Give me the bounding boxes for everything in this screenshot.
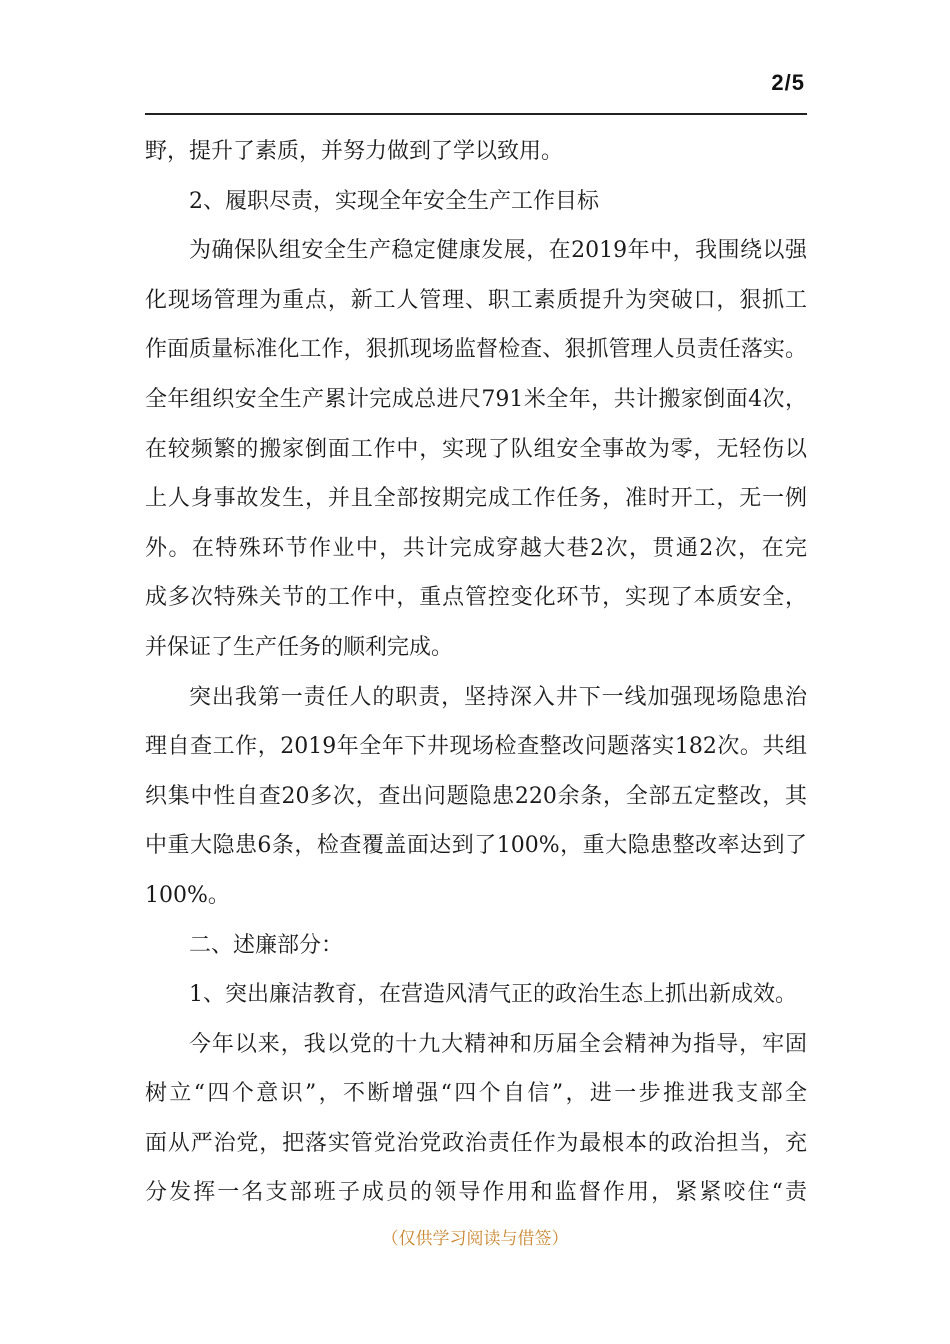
subsection-heading: 1、突出廉洁教育，在营造风清气正的政治生态上抓出新成效。 bbox=[189, 982, 797, 1008]
paragraph-line: 理自查工作，2019年全年下井现场检查整改问题落实182次。共组 bbox=[145, 734, 807, 760]
paragraph-line: 织集中性自查20多次，查出问题隐患220余条，全部五定整改，其 bbox=[145, 783, 807, 809]
page-number: 2/5 bbox=[771, 70, 805, 95]
paragraph-line: 在较频繁的搬家倒面工作中，实现了队组安全事故为零，无轻伤以 bbox=[145, 436, 807, 462]
header-divider bbox=[145, 113, 807, 115]
section-heading: 2、履职尽责，实现全年安全生产工作目标 bbox=[189, 188, 599, 214]
paragraph-line: 今年以来，我以党的十九大精神和历届全会精神为指导，牢固 bbox=[189, 1031, 807, 1057]
paragraph-line: 外。在特殊环节作业中，共计完成穿越大巷2次，贯通2次，在完 bbox=[145, 535, 807, 561]
paragraph-line: 全年组织安全生产累计完成总进尺791米全年，共计搬家倒面4次， bbox=[145, 386, 807, 412]
section-heading: 二、述廉部分： bbox=[189, 932, 344, 958]
footer-note: （仅供学习阅读与借签） bbox=[381, 1229, 569, 1249]
paragraph-line: 野，提升了素质，并努力做到了学以致用。 bbox=[145, 139, 564, 164]
paragraph-line: 上人身事故发生，并且全部按期完成工作任务，准时开工，无一例 bbox=[145, 486, 807, 512]
paragraph-line: 100%。 bbox=[145, 882, 230, 908]
paragraph-line: 分发挥一名支部班子成员的领导作用和监督作用，紧紧咬住“责 bbox=[145, 1180, 807, 1206]
document-body bbox=[145, 127, 807, 1218]
paragraph-line: 树立“四个意识”，不断增强“四个自信”，进一步推进我支部全 bbox=[145, 1081, 807, 1107]
paragraph-line: 为确保队组安全生产稳定健康发展，在2019年中，我围绕以强 bbox=[189, 238, 807, 264]
paragraph-line: 作面质量标准化工作，狠抓现场监督检查、狠抓管理人员责任落实。 bbox=[145, 337, 807, 363]
paragraph-line: 并保证了生产任务的顺利完成。 bbox=[145, 634, 454, 660]
paragraph-line: 化现场管理为重点，新工人管理、职工素质提升为突破口，狠抓工 bbox=[145, 287, 807, 313]
paragraph-line: 中重大隐患6条，检查覆盖面达到了100%，重大隐患整改率达到了 bbox=[145, 833, 807, 859]
paragraph-line: 突出我第一责任人的职责，坚持深入井下一线加强现场隐患治 bbox=[189, 684, 807, 710]
paragraph-line: 面从严治党，把落实管党治党政治责任作为最根本的政治担当，充 bbox=[145, 1130, 807, 1156]
paragraph-line: 成多次特殊关节的工作中，重点管控变化环节，实现了本质安全， bbox=[145, 585, 807, 611]
